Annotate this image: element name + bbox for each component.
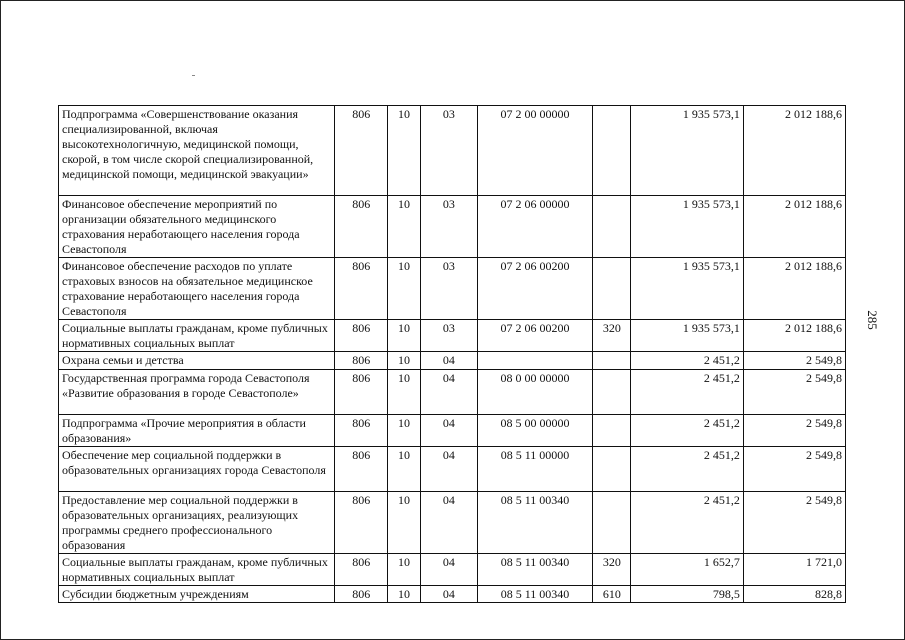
row-name-cell: Государственная программа города Севастополя «Развитие образования в городе Севастополе» bbox=[59, 370, 335, 415]
section-code-cell: 10 bbox=[388, 352, 421, 370]
target-article-cell: 07 2 06 00200 bbox=[477, 258, 593, 320]
amount-year2-cell: 2 549,8 bbox=[743, 415, 845, 447]
table-body bbox=[59, 106, 846, 603]
amount-year2-cell: 2 012 188,6 bbox=[743, 106, 845, 196]
expense-type-cell bbox=[593, 196, 631, 258]
section-code-cell: 10 bbox=[388, 554, 421, 586]
table-row bbox=[59, 258, 846, 320]
section-code-cell: 10 bbox=[388, 106, 421, 196]
ministry-code-cell: 806 bbox=[335, 586, 388, 603]
ministry-code-cell: 806 bbox=[335, 554, 388, 586]
target-article-cell: 08 0 00 00000 bbox=[477, 370, 593, 415]
row-name-cell: Подпрограмма «Прочие мероприятия в области образования» bbox=[59, 415, 335, 447]
subsection-code-cell: 04 bbox=[421, 352, 478, 370]
table-row bbox=[59, 447, 846, 492]
amount-year2-cell: 1 721,0 bbox=[743, 554, 845, 586]
expense-type-cell bbox=[593, 415, 631, 447]
amount-year1-cell: 1 935 573,1 bbox=[631, 196, 743, 258]
ministry-code-cell: 806 bbox=[335, 106, 388, 196]
section-code-cell: 10 bbox=[388, 415, 421, 447]
amount-year1-cell: 2 451,2 bbox=[631, 447, 743, 492]
row-name-cell: Охрана семьи и детства bbox=[59, 352, 335, 370]
row-name-cell: Обеспечение мер социальной поддержки в образовательных организациях города Севастополя bbox=[59, 447, 335, 492]
amount-year2-cell: 828,8 bbox=[743, 586, 845, 603]
target-article-cell: 07 2 00 00000 bbox=[477, 106, 593, 196]
target-article-cell: 08 5 00 00000 bbox=[477, 415, 593, 447]
amount-year2-cell: 2 012 188,6 bbox=[743, 196, 845, 258]
target-article-cell bbox=[477, 352, 593, 370]
expense-type-cell: 320 bbox=[593, 554, 631, 586]
subsection-code-cell: 04 bbox=[421, 586, 478, 603]
ministry-code-cell: 806 bbox=[335, 320, 388, 352]
amount-year2-cell: 2 549,8 bbox=[743, 370, 845, 415]
subsection-code-cell: 03 bbox=[421, 106, 478, 196]
amount-year2-cell: 2 012 188,6 bbox=[743, 258, 845, 320]
table-row bbox=[59, 196, 846, 258]
subsection-code-cell: 04 bbox=[421, 447, 478, 492]
subsection-code-cell: 04 bbox=[421, 554, 478, 586]
row-name-cell: Социальные выплаты гражданам, кроме публичных нормативных социальных выплат bbox=[59, 554, 335, 586]
amount-year1-cell: 2 451,2 bbox=[631, 415, 743, 447]
expense-type-cell bbox=[593, 352, 631, 370]
section-code-cell: 10 bbox=[388, 320, 421, 352]
target-article-cell: 08 5 11 00000 bbox=[477, 447, 593, 492]
subsection-code-cell: 04 bbox=[421, 370, 478, 415]
amount-year1-cell: 1 935 573,1 bbox=[631, 258, 743, 320]
amount-year2-cell: 2 012 188,6 bbox=[743, 320, 845, 352]
target-article-cell: 08 5 11 00340 bbox=[477, 554, 593, 586]
section-code-cell: 10 bbox=[388, 196, 421, 258]
ministry-code-cell: 806 bbox=[335, 196, 388, 258]
expense-type-cell: 610 bbox=[593, 586, 631, 603]
table-row bbox=[59, 370, 846, 415]
amount-year1-cell: 798,5 bbox=[631, 586, 743, 603]
target-article-cell: 07 2 06 00200 bbox=[477, 320, 593, 352]
table-row bbox=[59, 106, 846, 196]
ministry-code-cell: 806 bbox=[335, 352, 388, 370]
table-row bbox=[59, 492, 846, 554]
section-code-cell: 10 bbox=[388, 492, 421, 554]
ministry-code-cell: 806 bbox=[335, 258, 388, 320]
subsection-code-cell: 04 bbox=[421, 492, 478, 554]
ministry-code-cell: 806 bbox=[335, 370, 388, 415]
row-name-cell: Субсидии бюджетным учреждениям bbox=[59, 586, 335, 603]
expense-type-cell bbox=[593, 370, 631, 415]
target-article-cell: 08 5 11 00340 bbox=[477, 586, 593, 603]
subsection-code-cell: 03 bbox=[421, 196, 478, 258]
page-number: 285 bbox=[864, 310, 880, 330]
budget-table bbox=[58, 105, 846, 603]
target-article-cell: 08 5 11 00340 bbox=[477, 492, 593, 554]
ministry-code-cell: 806 bbox=[335, 492, 388, 554]
subsection-code-cell: 03 bbox=[421, 320, 478, 352]
target-article-cell: 07 2 06 00000 bbox=[477, 196, 593, 258]
row-name-cell: Предоставление мер социальной поддержки в образовательных организациях, реализующих программы среднего профессионального образования bbox=[59, 492, 335, 554]
amount-year1-cell: 2 451,2 bbox=[631, 492, 743, 554]
row-name-cell: Финансовое обеспечение мероприятий по организации обязательного медицинского страхования неработающего населения города Севастополя bbox=[59, 196, 335, 258]
section-code-cell: 10 bbox=[388, 258, 421, 320]
expense-type-cell bbox=[593, 447, 631, 492]
amount-year1-cell: 2 451,2 bbox=[631, 370, 743, 415]
row-name-cell: Подпрограмма «Совершенствование оказания специализированной, включая высокотехнологичную, медицинской помощи, скорой, в том числе скорой специализированной, медицинской помощи, медицинской эвакуации» bbox=[59, 106, 335, 196]
expense-type-cell: 320 bbox=[593, 320, 631, 352]
ministry-code-cell: 806 bbox=[335, 447, 388, 492]
subsection-code-cell: 04 bbox=[421, 415, 478, 447]
section-code-cell: 10 bbox=[388, 447, 421, 492]
amount-year2-cell: 2 549,8 bbox=[743, 447, 845, 492]
section-code-cell: 10 bbox=[388, 370, 421, 415]
row-name-cell: Финансовое обеспечение расходов по уплате страховых взносов на обязательное медицинское страхование неработающего населения города Севастополя bbox=[59, 258, 335, 320]
expense-type-cell bbox=[593, 258, 631, 320]
expense-type-cell bbox=[593, 106, 631, 196]
table-row bbox=[59, 320, 846, 352]
expense-type-cell bbox=[593, 492, 631, 554]
row-name-cell: Социальные выплаты гражданам, кроме публичных нормативных социальных выплат bbox=[59, 320, 335, 352]
section-code-cell: 10 bbox=[388, 586, 421, 603]
amount-year1-cell: 1 935 573,1 bbox=[631, 320, 743, 352]
table-row bbox=[59, 554, 846, 586]
table-row bbox=[59, 352, 846, 370]
amount-year1-cell: 2 451,2 bbox=[631, 352, 743, 370]
scan-artifact bbox=[192, 75, 195, 76]
amount-year2-cell: 2 549,8 bbox=[743, 352, 845, 370]
amount-year1-cell: 1 652,7 bbox=[631, 554, 743, 586]
subsection-code-cell: 03 bbox=[421, 258, 478, 320]
amount-year1-cell: 1 935 573,1 bbox=[631, 106, 743, 196]
table-row bbox=[59, 586, 846, 603]
ministry-code-cell: 806 bbox=[335, 415, 388, 447]
amount-year2-cell: 2 549,8 bbox=[743, 492, 845, 554]
table-row bbox=[59, 415, 846, 447]
